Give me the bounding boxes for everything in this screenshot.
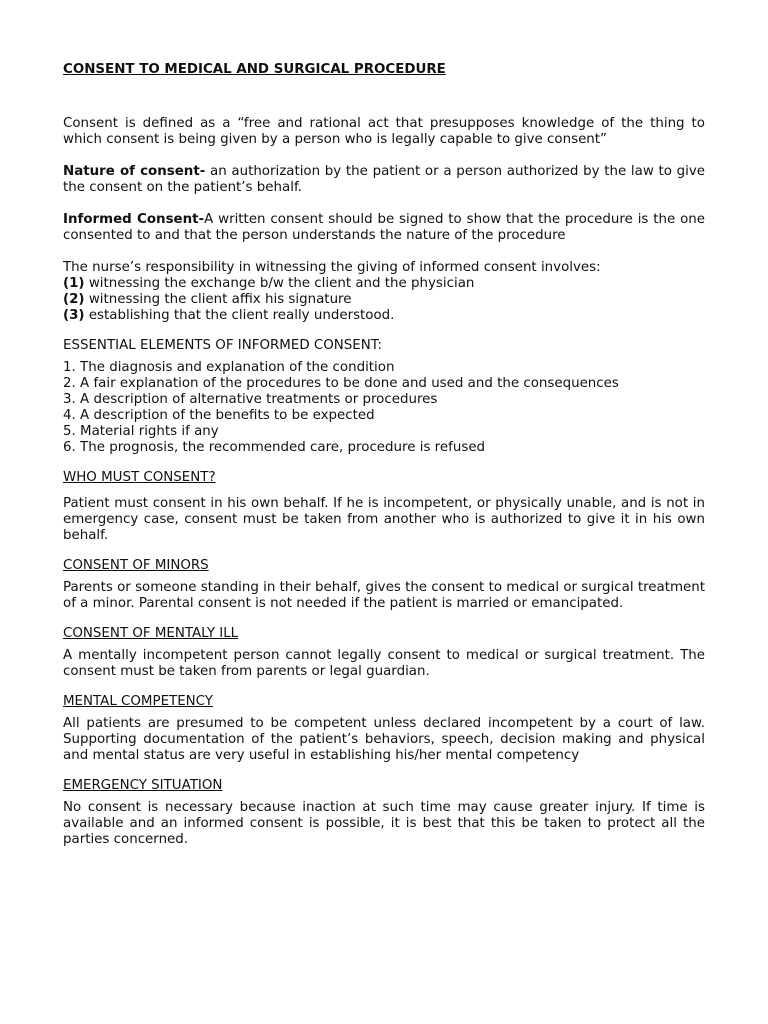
essential-elements-list [63, 360, 705, 456]
responsibility-text: establishing that the client really understood. [84, 308, 395, 323]
section-heading-mental-competency: MENTAL COMPETENCY [63, 694, 213, 709]
informed-consent-paragraph [63, 212, 705, 244]
nature-of-consent-text: an authorization by the patient or a person authorized by the law to give the consent on the patient’s behalf. [63, 164, 705, 195]
list-item: 1. The diagnosis and explanation of the condition [63, 360, 395, 375]
section-heading-consent-of-mentally-ill: CONSENT OF MENTALY ILL [63, 626, 239, 641]
document-page [63, 62, 705, 862]
informed-consent-text: A written consent should be signed to show that the procedure is the one consented to and that the person understands the nature of the procedure [63, 212, 705, 243]
intro-paragraph: Consent is defined as a “free and rational act that presupposes knowledge of the thing to which consent is being given by a person who is legally capable to give consent” [63, 116, 705, 147]
section-text-who-must-consent: Patient must consent in his own behalf. If he is incompetent, or physically unable, and is not in emergency case, consent must be taken from another who is authorized to give it in his own behalf. [63, 496, 705, 543]
nurse-responsibility-lead: The nurse’s responsibility in witnessing the giving of informed consent involves: [63, 260, 601, 275]
list-item: 2. A fair explanation of the procedures to be done and used and the consequences [63, 376, 619, 391]
nurse-responsibility-block [63, 260, 705, 324]
section-heading-emergency-situation: EMERGENCY SITUATION [63, 778, 223, 793]
responsibility-item [63, 308, 705, 324]
responsibility-number: (3) [63, 308, 85, 323]
list-item: 6. The prognosis, the recommended care, procedure is refused [63, 440, 486, 455]
nature-of-consent-paragraph [63, 164, 705, 196]
essential-elements-heading: ESSENTIAL ELEMENTS OF INFORMED CONSENT: [63, 338, 382, 353]
list-item: 4. A description of the benefits to be expected [63, 408, 375, 423]
section-text-consent-of-minors: Parents or someone standing in their behalf, gives the consent to medical or surgical treatment of a minor. Parental consent is not needed if the patient is married or emancipated. [63, 580, 705, 611]
list-item: 5. Material rights if any [63, 424, 219, 439]
responsibility-text: witnessing the client affix his signature [84, 292, 352, 307]
section-heading-who-must-consent: WHO MUST CONSENT? [63, 470, 216, 485]
responsibility-number: (1) [63, 276, 85, 291]
section-heading-consent-of-minors: CONSENT OF MINORS [63, 558, 209, 573]
section-text-mental-competency: All patients are presumed to be competent unless declared incompetent by a court of law. Supporting documentation of the patient’s behaviors, speech, decision making and physical and mental status are very useful in establishing his/her mental competency [63, 716, 705, 763]
responsibility-text: witnessing the exchange b/w the client and the physician [84, 276, 475, 291]
informed-consent-term: Informed Consent- [63, 212, 205, 227]
nature-of-consent-term: Nature of consent- [63, 164, 206, 179]
section-text-emergency-situation: No consent is necessary because inaction at such time may cause greater injury. If time is available and an informed consent is possible, it is best that this be taken to protect all the parties concerned. [63, 800, 705, 847]
list-item: 3. A description of alternative treatments or procedures [63, 392, 438, 407]
responsibility-item [63, 292, 705, 308]
section-text-consent-of-mentally-ill: A mentally incompetent person cannot legally consent to medical or surgical treatment. The consent must be taken from parents or legal guardian. [63, 648, 705, 679]
document-title: CONSENT TO MEDICAL AND SURGICAL PROCEDURE [63, 62, 446, 77]
responsibility-item [63, 276, 705, 292]
responsibility-number: (2) [63, 292, 85, 307]
